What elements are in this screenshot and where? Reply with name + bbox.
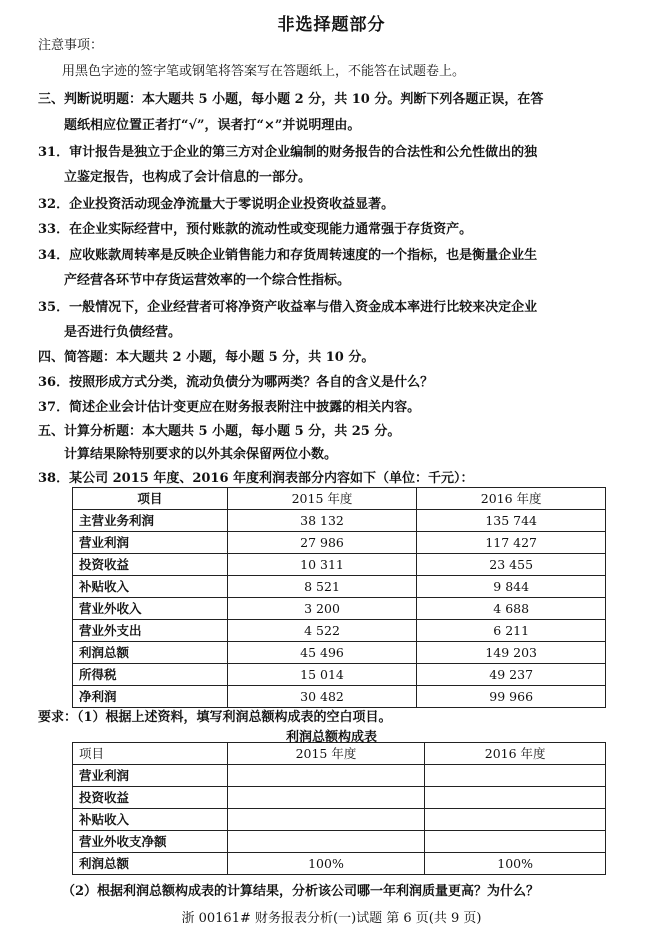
section3-line2: 题纸相应位置正者打“√”，误者打“×”并说明理由。: [64, 118, 361, 133]
value-2016: 149 203: [417, 642, 606, 664]
header-item: 项目: [73, 743, 228, 765]
value-2015: 45 496: [227, 642, 417, 664]
table-row: [73, 642, 606, 664]
row-label: 营业利润: [73, 765, 228, 787]
income-statement-table: [72, 487, 606, 708]
notice-text: 用黑色字迹的签字笔或钢笔将答案写在答题纸上，不能答在试题卷上。: [62, 64, 466, 79]
value-2016: 99 966: [417, 686, 606, 708]
row-label: 补贴收入: [73, 809, 228, 831]
value-2015: 27 986: [227, 532, 417, 554]
table-row: [73, 598, 606, 620]
value-2015: 15 014: [227, 664, 417, 686]
value-2015: 100%: [227, 853, 425, 875]
q33: 33．在企业实际经营中，预付账款的流动性或变现能力通常强于存货资产。: [38, 222, 473, 237]
page-title: 非选择题部分: [277, 15, 386, 35]
table-row: [73, 831, 606, 853]
table2-title: 利润总额构成表: [285, 730, 377, 745]
table-row: [73, 532, 606, 554]
value-2016: 117 427: [417, 532, 606, 554]
value-2015: 3 200: [227, 598, 417, 620]
blank-2015: [227, 765, 425, 787]
blank-2016: [425, 765, 606, 787]
table-header-row: [73, 743, 606, 765]
header-item: 项目: [73, 488, 228, 510]
table-row: [73, 765, 606, 787]
table-header-row: [73, 488, 606, 510]
blank-2015: [227, 831, 425, 853]
row-label: 利润总额: [73, 853, 228, 875]
blank-2016: [425, 787, 606, 809]
table-row: [73, 576, 606, 598]
profit-composition-table: [72, 742, 606, 875]
value-2015: 10 311: [227, 554, 417, 576]
row-label: 营业外支出: [73, 620, 228, 642]
requirement-2: （2）根据利润总额构成表的计算结果，分析该公司哪一年利润质量更高？为什么？: [62, 884, 540, 899]
value-2015: 4 522: [227, 620, 417, 642]
q31-line1: 31．审计报告是独立于企业的第三方对企业编制的财务报告的合法性和公允性做出的独: [38, 145, 538, 160]
notice-heading: 注意事项：: [38, 38, 104, 53]
value-2016: 23 455: [417, 554, 606, 576]
header-2016: 2016 年度: [417, 488, 606, 510]
row-label: 补贴收入: [73, 576, 228, 598]
q31-line2: 立鉴定报告，也构成了会计信息的一部分。: [64, 170, 312, 185]
header-2015: 2015 年度: [227, 743, 425, 765]
blank-2016: [425, 831, 606, 853]
row-label: 投资收益: [73, 787, 228, 809]
q35-line2: 是否进行负债经营。: [64, 325, 182, 340]
requirement-1: 要求：（1）根据上述资料，填写利润总额构成表的空白项目。: [38, 710, 392, 725]
row-label: 净利润: [73, 686, 228, 708]
q32: 32．企业投资活动现金净流量大于零说明企业投资收益显著。: [38, 197, 395, 212]
q36: 36．按照形成方式分类，流动负债分为哪两类？各自的含义是什么？: [38, 375, 434, 390]
value-2016: 49 237: [417, 664, 606, 686]
header-2016: 2016 年度: [425, 743, 606, 765]
row-label: 投资收益: [73, 554, 228, 576]
q35-line1: 35．一般情况下，企业经营者可将净资产收益率与借入资金成本率进行比较来决定企业: [38, 300, 538, 315]
blank-2015: [227, 787, 425, 809]
section5-line2: 计算结果除特别要求的以外其余保留两位小数。: [64, 447, 338, 462]
value-2015: 30 482: [227, 686, 417, 708]
value-2016: 4 688: [417, 598, 606, 620]
table-row: [73, 787, 606, 809]
value-2015: 8 521: [227, 576, 417, 598]
q38: 38．某公司 2015 年度、2016 年度利润表部分内容如下（单位：千元）：: [38, 471, 474, 486]
blank-2015: [227, 809, 425, 831]
table-row: [73, 620, 606, 642]
q34-line1: 34．应收账款周转率是反映企业销售能力和存货周转速度的一个指标，也是衡量企业生: [38, 248, 538, 263]
table-row: [73, 554, 606, 576]
row-label: 所得税: [73, 664, 228, 686]
q37: 37．简述企业会计估计变更应在财务报表附注中披露的相关内容。: [38, 400, 421, 415]
row-label: 营业外收入: [73, 598, 228, 620]
header-2015: 2015 年度: [227, 488, 417, 510]
section5-line1: 五、计算分析题：本大题共 5 小题，每小题 5 分，共 25 分。: [38, 424, 401, 439]
value-2015: 38 132: [227, 510, 417, 532]
value-2016: 100%: [425, 853, 606, 875]
row-label: 营业利润: [73, 532, 228, 554]
section3-line1: 三、判断说明题：本大题共 5 小题，每小题 2 分，共 10 分。判断下列各题正误，在答: [38, 92, 544, 107]
row-label: 主营业务利润: [73, 510, 228, 532]
value-2016: 6 211: [417, 620, 606, 642]
table-row: [73, 853, 606, 875]
section4-heading: 四、简答题：本大题共 2 小题，每小题 5 分，共 10 分。: [38, 350, 375, 365]
table-row: [73, 686, 606, 708]
blank-2016: [425, 809, 606, 831]
table-row: [73, 809, 606, 831]
table-row: [73, 664, 606, 686]
row-label: 利润总额: [73, 642, 228, 664]
page-footer: 浙 00161# 财务报表分析(一)试题 第 6 页(共 9 页): [181, 911, 482, 926]
value-2016: 9 844: [417, 576, 606, 598]
q34-line2: 产经营各环节中存货运营效率的一个综合性指标。: [64, 273, 351, 288]
value-2016: 135 744: [417, 510, 606, 532]
row-label: 营业外收支净额: [73, 831, 228, 853]
table-row: [73, 510, 606, 532]
